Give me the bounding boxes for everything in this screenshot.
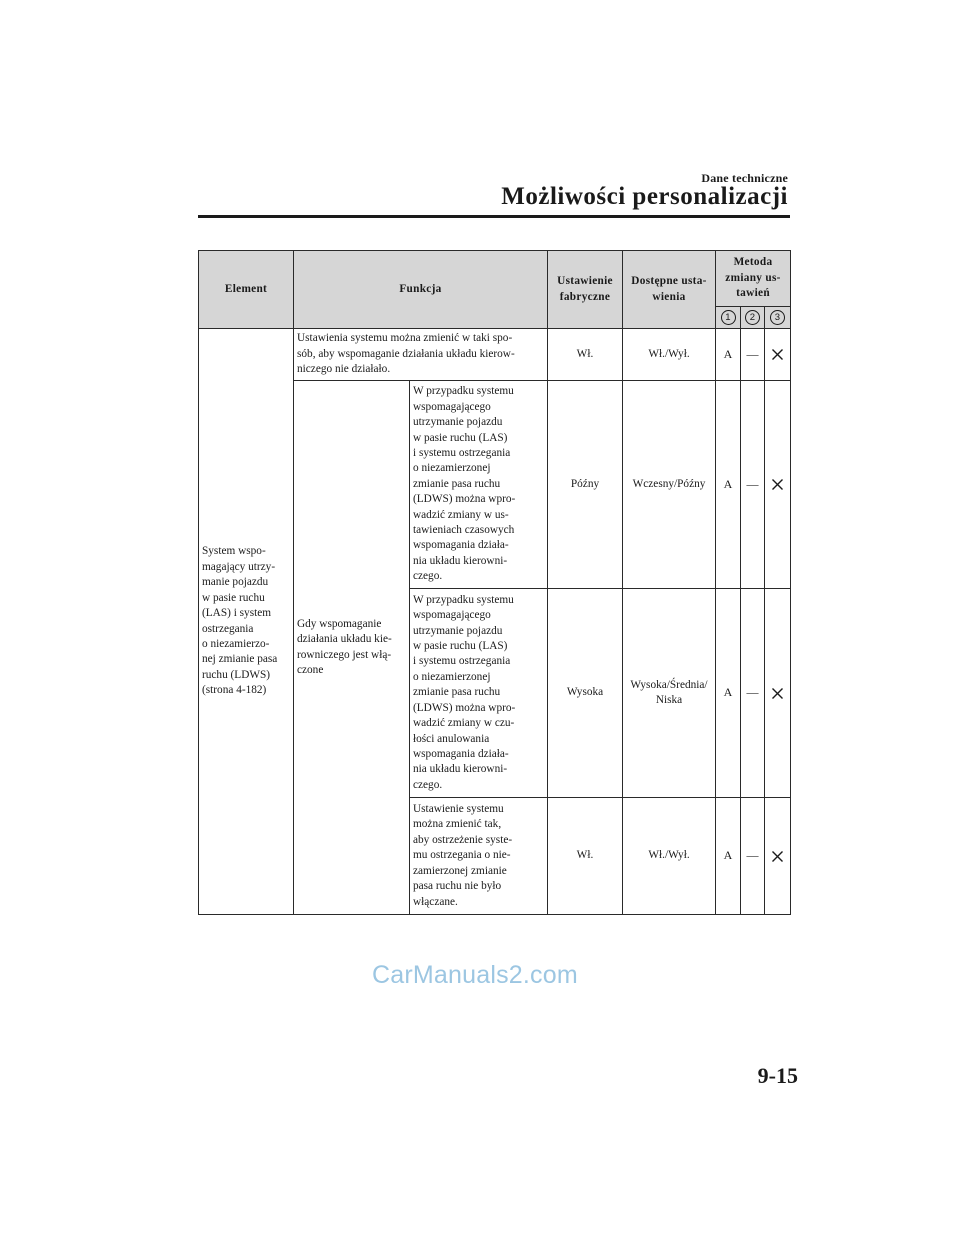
column-header-function: Funkcja <box>294 251 548 329</box>
factory-setting-cell: Późny <box>548 381 623 589</box>
function-cell: Ustawienie systemu można zmienić tak, aby ostrzeżenie syste- mu ostrzegania o nie- zamierzonej zmianie pasa ruchu nie było włączane. <box>410 798 548 915</box>
customization-table <box>198 250 791 915</box>
page-number: 9-15 <box>757 1063 798 1088</box>
cross-icon <box>771 478 784 491</box>
method-1-cell: A <box>716 329 741 381</box>
available-settings-cell: Wł./Wył. <box>623 329 716 381</box>
method-3-cell <box>765 589 791 798</box>
column-header-element: Element <box>199 251 294 329</box>
table-row <box>199 329 791 381</box>
function-cell: W przypadku systemu wspomagającego utrzymanie pojazdu w pasie ruchu (LAS) i systemu ostrzegania o niezamierzonej zmianie pasa ruchu (LDWS) można wpro- wadzić zmiany w czu- łości anulowania wspomagania działa- nia układu kierowni- czego. <box>410 589 548 798</box>
circled-3-icon: 3 <box>770 310 785 325</box>
page-title: Możliwości personalizacji <box>501 183 788 210</box>
method-1-cell: A <box>716 381 741 589</box>
method-3-cell <box>765 798 791 915</box>
function-cell: Ustawienia systemu można zmienić w taki spo- sób, aby wspomaganie działania układu kierow- niczego nie działało. <box>294 329 548 381</box>
method-1-cell: A <box>716 798 741 915</box>
method-2-cell: — <box>741 798 765 915</box>
header-rule <box>198 215 790 218</box>
method-1-header <box>716 307 741 329</box>
method-2-header <box>741 307 765 329</box>
method-2-cell: — <box>741 589 765 798</box>
method-3-cell <box>765 329 791 381</box>
method-3-header <box>765 307 791 329</box>
available-settings-cell: Wczesny/Późny <box>623 381 716 589</box>
circled-1-icon: 1 <box>721 310 736 325</box>
method-2-cell: — <box>741 381 765 589</box>
function-cell: W przypadku systemu wspomagającego utrzymanie pojazdu w pasie ruchu (LAS) i systemu ostrzegania o niezamierzonej zmianie pasa ruchu (LDWS) można wpro- wadzić zmiany w us- tawieniach czasowych wspomagania działa- nia układu kierowni- czego. <box>410 381 548 589</box>
method-3-cell <box>765 381 791 589</box>
column-header-method: Metoda zmiany us- tawień <box>716 251 791 307</box>
section-label: Dane techniczne <box>701 171 788 185</box>
column-header-factory: Ustawienie fabryczne <box>548 251 623 329</box>
element-cell: System wspo- magający utrzy- manie pojazdu w pasie ruchu (LAS) i system ostrzegania o niezamierzo- nej zmianie pasa ruchu (LDWS) (strona 4-182) <box>199 329 294 915</box>
factory-setting-cell: Wł. <box>548 329 623 381</box>
circled-2-icon: 2 <box>745 310 760 325</box>
column-header-available: Dostępne usta- wienia <box>623 251 716 329</box>
method-1-cell: A <box>716 589 741 798</box>
group-cell: Gdy wspomaganie działania układu kie- rowniczego jest włą- czone <box>294 381 410 915</box>
method-2-cell: — <box>741 329 765 381</box>
factory-setting-cell: Wysoka <box>548 589 623 798</box>
cross-icon <box>771 687 784 700</box>
available-settings-cell: Wysoka/Średnia/ Niska <box>623 589 716 798</box>
cross-icon <box>771 850 784 863</box>
watermark: CarManuals2.com <box>372 961 578 989</box>
cross-icon <box>771 348 784 361</box>
factory-setting-cell: Wł. <box>548 798 623 915</box>
available-settings-cell: Wł./Wył. <box>623 798 716 915</box>
